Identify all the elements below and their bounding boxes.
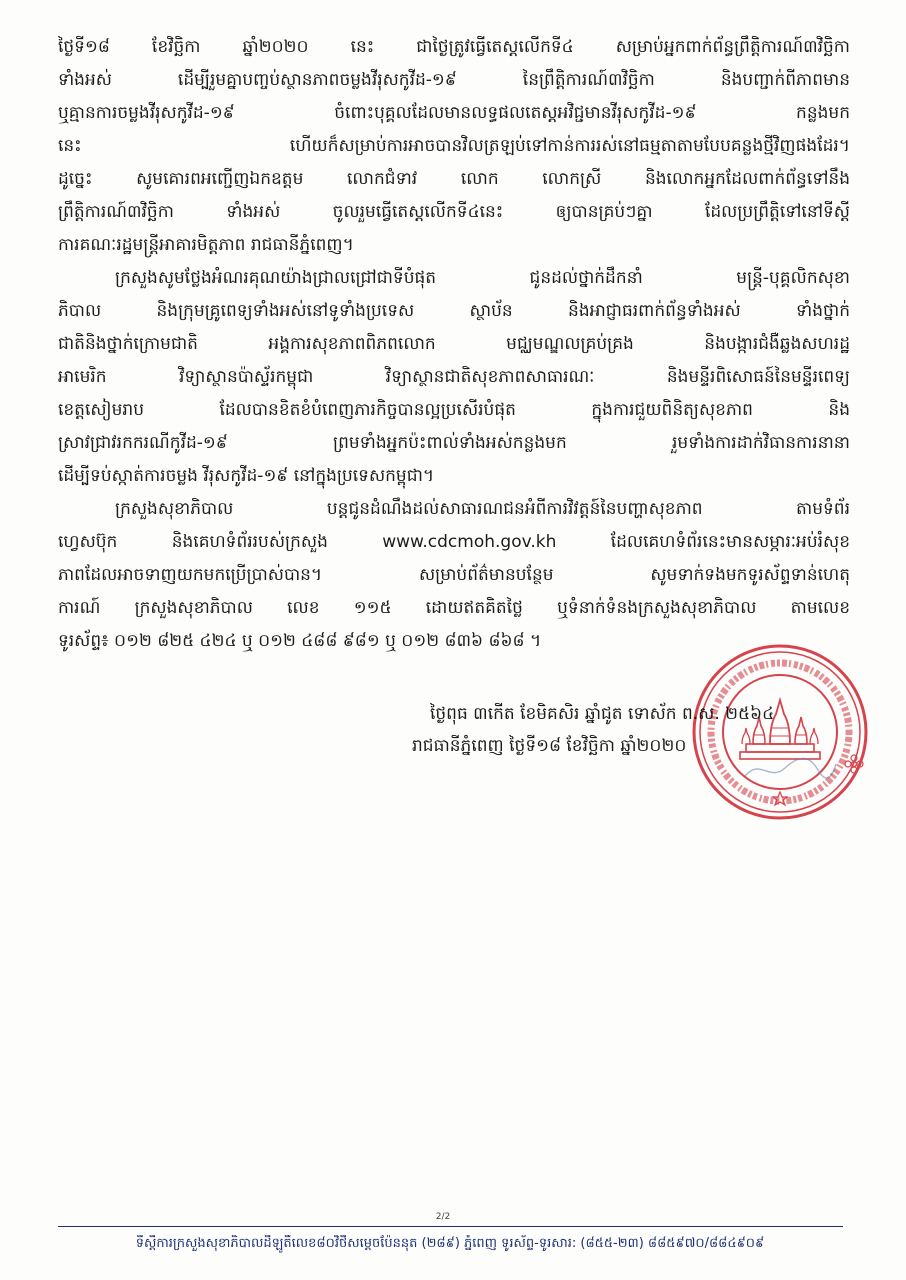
document-body <box>58 31 850 658</box>
page-number: 2/2 <box>435 1212 451 1222</box>
paragraph-line: ហ្វេសប៊ុក និងគេហទំព័ររបស់ក្រសួង www.cdcmoh.gov.kh ដែលគេហទំព័រនេះមានសម្ភារៈអប់រំសុខ <box>58 532 850 552</box>
paragraph-1 <box>58 31 850 262</box>
footer-divider <box>58 1226 843 1227</box>
paragraph-line: ស្រាវជ្រាវរកករណីកូវីដ-១៩ ព្រមទាំងអ្នកប៉ះពាល់ទាំងអស់កន្លងមក រួមទាំងការដាក់វិធានការនានា <box>58 433 850 453</box>
paragraph-line: ខេត្តសៀមរាប ដែលបានខិតខំបំពេញភារកិច្ចបានល្អប្រសើរបំផុត ក្នុងការជួយពិនិត្យសុខភាព និង <box>58 400 850 420</box>
paragraph-line: ទាំងអស់ ដើម្បីរួមគ្នាបញ្ចប់ស្ថានភាពចម្លងវីរុសកូវីដ-១៩ នៃព្រឹត្តិការណ៍៣វិច្ឆិកា និងបញ្ជាក់ពីភាពមាន <box>58 70 850 90</box>
paragraph-line: ការណ៍ ក្រសួងសុខាភិបាល លេខ ១១៥ ដោយឥតគិតថ្លៃ ឬទំនាក់ទំនងក្រសួងសុខាភិបាល តាមលេខ <box>58 598 850 618</box>
ministry-seal-icon <box>690 642 870 822</box>
paragraph-line: ដើម្បីទប់ស្កាត់ការចម្លង វីរុសកូវីដ-១៩ នៅក្នុងប្រទេសកម្ពុជា។ <box>58 466 435 486</box>
paragraph-line: ជាតិនិងថ្នាក់ក្រោមជាតិ អង្គការសុខភាពពិភពលោក មជ្ឈមណ្ឌលគ្រប់គ្រង និងបង្ការជំងឺឆ្លងសហរដ្ឋ <box>58 334 850 354</box>
paragraph-line: នេះ ហើយក៏សម្រាប់ការអាចបានវិលត្រឡប់ទៅកាន់ការរស់នៅធម្មតាតាមបែបគន្លងថ្មីវិញផងដែរ។ <box>58 136 850 156</box>
footer-address: ទីស្តីការក្រសួងសុខាភិបាលដីឡូតិ៍លេខ៨០វិថីសម្តេចប៉ែននុត (២៨៩) ភ្នំពេញ ទូរស័ព្ទ-ទូរសារ: (៨៥៥-២៣) ៨៨៥៩៧០/៨៨៤៩០៩ <box>135 1236 765 1251</box>
place-date-line: រាជធានីភ្នំពេញ ថ្ងៃទី១៨ ខែវិច្ឆិកា ឆ្នាំ២០២០ <box>412 736 687 756</box>
paragraph-line: ភាពដែលអាចទាញយកមកប្រើប្រាស់បាន។ សម្រាប់ព័ត៌មានបន្ថែម សូមទាក់ទងមកទូរស័ព្ទទាន់ហេតុ <box>58 565 850 585</box>
paragraph-line: ការគណៈរដ្ឋមន្ត្រីអាគារមិត្តភាព រាជធានីភ្នំពេញ។ <box>58 235 354 255</box>
paragraph-line: ថ្ងៃទី១៨ ខែវិច្ឆិកា ឆ្នាំ២០២០ នេះ ជាថ្ងៃត្រូវធ្វើតេស្តលើកទី៤ សម្រាប់អ្នកពាក់ព័ន្ធព្រឹត្តិការណ៍៣វិច្ឆិកា <box>58 37 850 57</box>
paragraph-2 <box>58 262 850 493</box>
paragraph-line: ក្រសួងសុខាភិបាល បន្តជូនដំណឹងដល់សាធារណជនអំពីការវិវត្តន៍នៃបញ្ហាសុខភាព តាមទំព័រ <box>115 499 850 519</box>
signature-scribble <box>740 748 840 788</box>
paragraph-line: ព្រឹត្តិការណ៍៣វិច្ឆិកា ទាំងអស់ ចូលរួមធ្វើតេស្តលើកទី៤នេះ ឲ្យបានគ្រប់ៗគ្នា ដែលប្រព្រឹត្តិទៅនៅទីស្តី <box>58 202 850 222</box>
lunar-date-line: ថ្ងៃពុធ ៣កើត ខែមិគសិរ ឆ្នាំជូត ទោស័ក ព.ស. ២៥៦៤ <box>430 704 775 724</box>
paragraph-line: ឬគ្មានការចម្លងវីរុសកូវីដ-១៩ ចំពោះបុគ្គលដែលមានលទ្ធផលតេស្តអវិជ្ជមានវីរុសកូវីដ-១៩ កន្លងមក <box>58 103 850 123</box>
paragraph-line: ភិបាល និងក្រុមគ្រូពេទ្យទាំងអស់នៅទូទាំងប្រទេស ស្ថាប័ន និងអាជ្ញាធរពាក់ព័ន្ធទាំងអស់ ទាំងថ្នាក់ <box>58 301 850 321</box>
paragraph-3 <box>58 493 850 658</box>
paragraph-line: ទូរស័ព្ទ៖ ០១២ ៨២៥ ៤២៤ ឬ ០១២ ៤៨៨ ៩៨១ ឬ ០១២ ៨៣៦ ៨៦៨ ។ <box>58 631 542 651</box>
paragraph-line: អាមេរិក វិទ្យាស្ថានប៉ាស្ទ័រកម្ពុជា វិទ្យាស្ថានជាតិសុខភាពសាធារណៈ និងមន្ទីរពិសោធន៍នៃមន្ទីរពេទ្យ <box>58 367 850 387</box>
paragraph-line: ដូច្នេះ សូមគោរពអញ្ជើញឯកឧត្តម លោកជំទាវ លោក លោកស្រី និងលោកអ្នកដែលពាក់ព័ន្ធទៅនឹង <box>58 169 850 189</box>
paragraph-line: ក្រសួងសូមថ្លែងអំណរគុណយ៉ាងជ្រាលជ្រៅជាទីបំផុត ជូនដល់ថ្នាក់ដឹកនាំ មន្ត្រី-បុគ្គលិកសុខា <box>115 268 850 288</box>
